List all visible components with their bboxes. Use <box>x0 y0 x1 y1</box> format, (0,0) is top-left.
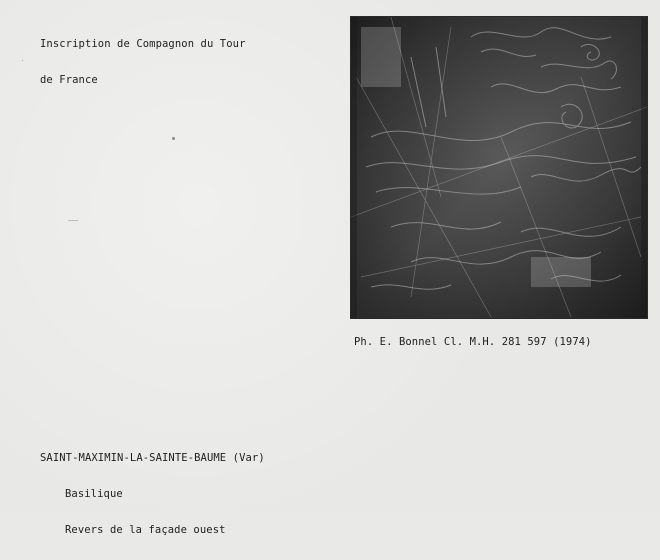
title-line-1: Inscription de Compagnon du Tour <box>40 38 246 50</box>
inscription-photograph <box>351 17 647 318</box>
document-title <box>40 14 246 110</box>
photo-caption: Ph. E. Bonnel Cl. M.H. 281 597 (1974) <box>354 336 592 348</box>
photo-texture <box>351 17 647 318</box>
place-name: SAINT-MAXIMIN-LA-SAINTE-BAUME (Var) <box>40 452 265 464</box>
paper-speck <box>172 137 175 140</box>
location-detail: Revers de la façade ouest <box>65 524 226 536</box>
title-line-2: de France <box>40 74 98 86</box>
location-block <box>40 428 265 560</box>
paper-speck <box>68 220 78 221</box>
paper-speck <box>22 60 23 61</box>
building-name: Basilique <box>65 488 123 500</box>
